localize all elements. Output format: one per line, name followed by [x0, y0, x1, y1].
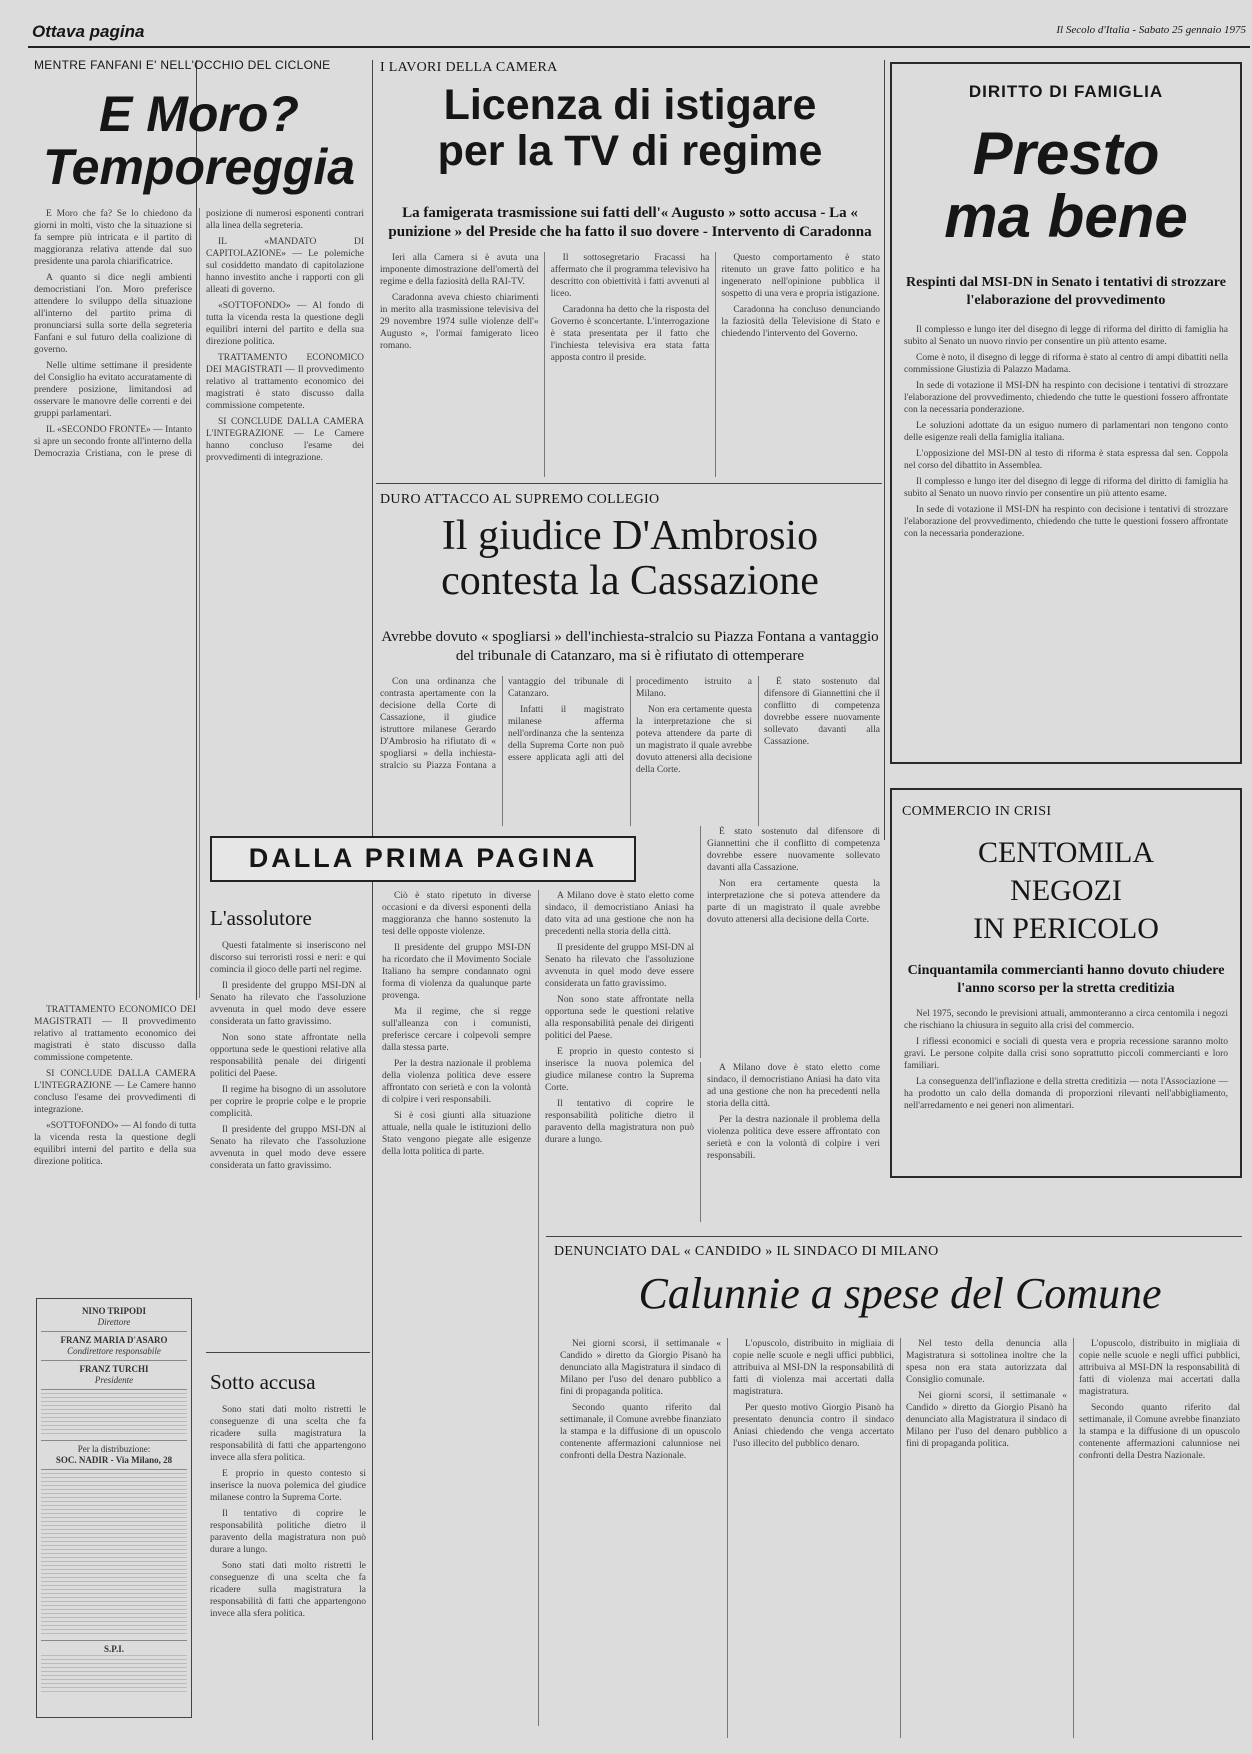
paragraph: L'opuscolo, distribuito in migliaia di copie nelle scuole e negli uffici pubblici, attribuiva al MSI-DN la responsabilità di fatti di violenza mai accertati dalla magistratura.: [733, 1339, 894, 1397]
paragraph: È stato sostenuto dal difensore di Giannettini che il conflitto di competenza dovrebbe essere nuovamente sollevato davanti alla Cassazione.: [707, 827, 880, 873]
article-headline: [892, 122, 1240, 248]
paragraph: I riflessi economici e sociali di questa vera e propria recessione saranno molto gravi. Le persone colpite dalla crisi sono soprattutto piccoli commercianti e loro familiari.: [904, 1037, 1228, 1071]
article-body: [380, 676, 880, 826]
paragraph: Il complesso e lungo iter del disegno di legge di riforma del diritto di famiglia ha subìto al Senato un nuovo rinvio per consentire un più attento esame.: [904, 477, 1228, 499]
paragraph: Il presidente del gruppo MSI-DN al Senato ha rilevato che l'assoluzione avvenuta in quel modo deve essere considerata un fatto gravissimo.: [545, 943, 694, 989]
printer-name: S.P.I.: [104, 1644, 124, 1654]
paragraph: Nelle ultime settimane il presidente del Consiglio ha evitato accuratamente di prendere posizione, limitandosi ad osservare le manovre delle correnti e dei gruppi parlamentari.: [34, 361, 192, 419]
paragraph: Non sono state affrontate nella opportuna sede le questioni relative alla responsabilità penale dei dirigenti politici del Paese.: [210, 1033, 366, 1079]
paragraph: È stato sostenuto dal difensore di Giannettini che il conflitto di competenza dovrebbe essere nuovamente sollevato davanti alla Cassazione.: [764, 677, 880, 747]
paragraph: Secondo quanto riferito dal settimanale, il Comune avrebbe finanziato la stampa e la diffusione di un opuscolo contenente affermazioni calunniose nei confronti della Destra Nazionale.: [1079, 1403, 1240, 1461]
paragraph: Infatti il magistrato milanese afferma nell'ordinanza che la sentenza della Suprema Corte non può essere applicata agli atti del procedimento istruito a Milano.: [508, 677, 752, 763]
column-divider: [884, 60, 885, 840]
paragraph: Ma il regime, che si regge sull'alleanza con i comunisti, preferisce cercare i colpevoli sempre dalla stessa parte.: [382, 1007, 531, 1053]
headline-line: Licenza di istigare: [443, 81, 817, 129]
article-deck: Respinti dal MSI-DN in Senato i tentativi di strozzare l'elaborazione del provvedimento: [906, 275, 1226, 308]
small-print-block: [41, 1393, 187, 1437]
editor-name: FRANZ MARIA D'ASARO: [60, 1335, 168, 1345]
headline-line: IN PERICOLO: [973, 912, 1159, 945]
paragraph: Con una ordinanza che contrasta apertamente con la decisione della Corte di Cassazione, il giudice istruttore milanese Gerardo D'Ambrosio ha rifiutato di « spogliarsi » della inchiesta-stralcio su Piazza Fontana a vantaggio del tribunale di Catanzaro.: [380, 677, 624, 771]
headline-line: Il giudice D'Ambrosio: [441, 513, 819, 559]
paragraph: Non sono state affrontate nella opportuna sede le questioni relative alla responsabilità penale dei dirigenti politici del Paese.: [545, 995, 694, 1041]
paragraph: Si è così giunti alla situazione attuale, nella quale le istituzioni dello Stato vengono piegate alle esigenze della lotta politica di parte.: [382, 1111, 531, 1157]
page-folio: Ottava pagina: [32, 22, 145, 41]
paragraph: E Moro che fa? Se lo chiedono da giorni in molti, visto che la situazione si fa sempre più intricata e il partito di maggioranza relativa attende dal suo presidente una parola chiarificatrice.: [34, 209, 192, 267]
paragraph: Come è noto, il disegno di legge di riforma è stato al centro di ampi dibattiti nella commissione Giustizia di Palazzo Madama.: [904, 353, 1228, 375]
paragraph: SI CONCLUDE DALLA CAMERA L'INTEGRAZIONE — Le Camere hanno concluso l'esame dei provvedimenti di integrazione.: [34, 1069, 196, 1115]
paragraph: Nel 1975, secondo le previsioni attuali, ammonteranno a circa centomila i negozi che rischiano la chiusura in seguito alla crisi del commercio.: [904, 1009, 1228, 1031]
masthead-president: [41, 1361, 187, 1390]
article-deck: La famigerata trasmissione sui fatti dell'« Augusto » sotto accusa - La « punizione » del Preside che ha fatto il suo dovere - Intervento di Caradonna: [388, 205, 872, 241]
article-headline: [380, 82, 880, 175]
article-headline: L'assolutore: [210, 906, 312, 930]
paragraph: IL «SECONDO FRONTE» — Intanto si apre un secondo fronte all'interno della Democrazia Cristiana, con le prese di posizione di numerosi esponenti contrari alla linea della segreteria.: [34, 209, 364, 459]
headline-line: E Moro?: [99, 86, 299, 142]
editor-role: Condirettore responsabile: [67, 1346, 161, 1356]
paragraph: Nel testo della denuncia alla Magistratura si sottolinea inoltre che la spesa non era stata autorizzata dal Consiglio comunale.: [906, 1339, 1067, 1385]
article-headline: Sotto accusa: [210, 1370, 316, 1394]
paragraph: Per la destra nazionale il problema della violenza politica deve essere affrontato con serietà e con la volontà di colpire i veri responsabili.: [707, 1115, 880, 1161]
paragraph: Il tentativo di coprire le responsabilità politiche dietro il paravento della magistratura non può durare a lungo.: [210, 1509, 366, 1555]
paragraph: TRATTAMENTO ECONOMICO DEI MAGISTRATI — Il provvedimento relativo al trattamento economico dei magistrati è stato discusso dalla commissione competente.: [206, 353, 364, 411]
article-headline: [380, 514, 880, 605]
article-deck: Cinquantamila commercianti hanno dovuto chiudere l'anno scorso per la stretta creditizia: [907, 963, 1225, 996]
paragraph: SI CONCLUDE DALLA CAMERA L'INTEGRAZIONE — Le Camere hanno concluso l'esame dei provvedimenti di integrazione.: [206, 417, 364, 463]
article-kicker: MENTRE FANFANI E' NELL'OCCHIO DEL CICLONE: [34, 58, 331, 72]
paragraph: Il presidente del gruppo MSI-DN al Senato ha rilevato che l'assoluzione avvenuta in quel modo deve essere considerata un fatto gravissimo.: [210, 1125, 366, 1171]
paragraph: Nei giorni scorsi, il settimanale « Candido » diretto da Giorgio Pisanò ha denunciato alla Magistratura il sindaco di Milano per l'uso del denaro pubblico a fini di propaganda politica.: [560, 1339, 721, 1397]
article-body-continued: [34, 1004, 196, 1274]
paragraph: E proprio in questo contesto si inserisce la nuova polemica del giudice milanese contro la Suprema Corte.: [210, 1469, 366, 1503]
article-body: [210, 940, 366, 1340]
paragraph: Non era certamente questa la interpretazione che si poteva attendere da parte di un magistrato il quale avrebbe dovuto attenersi alla decisione della Corte.: [707, 879, 880, 925]
president-name: FRANZ TURCHI: [79, 1364, 149, 1374]
paragraph: Caradonna ha detto che la risposta del Governo è sconcertante. L'interrogazione è stata presentata per il fatto che l'inchiesta televisiva era stata fatta apposta contro il preside.: [550, 305, 710, 363]
masthead-rates: [41, 1470, 187, 1641]
paragraph: Non era certamente questa la interpretazione che si poteva attendere da parte di un magistrato il quale avrebbe dovuto attenersi alla decisione della Corte.: [636, 705, 752, 775]
masthead-small-print: [41, 1390, 187, 1441]
article-kicker: DIRITTO DI FAMIGLIA: [968, 82, 1164, 101]
distribution-name: SOC. NADIR - Via Milano, 28: [55, 1455, 173, 1465]
masthead-editor: [41, 1332, 187, 1361]
paragraph: E proprio in questo contesto si inserisce la nuova polemica del giudice milanese contro la Suprema Corte.: [545, 1047, 694, 1093]
article-body: [380, 252, 880, 477]
article-kicker: I LAVORI DELLA CAMERA: [380, 60, 558, 75]
paragraph: Il tentativo di coprire le responsabilità politiche dietro il paravento della magistratura non può durare a lungo.: [545, 1099, 694, 1145]
section-banner: DALLA PRIMA PAGINA: [210, 836, 636, 882]
paragraph: TRATTAMENTO ECONOMICO DEI MAGISTRATI — Il provvedimento relativo al trattamento economico dei magistrati è stato discusso dalla commissione competente.: [34, 1005, 196, 1063]
article-body: [560, 1338, 1240, 1738]
president-role: Presidente: [94, 1375, 134, 1385]
paragraph: Per la destra nazionale il problema della violenza politica deve essere affrontato con serietà e con la volontà di colpire i veri responsabili.: [382, 1059, 531, 1105]
article-kicker: COMMERCIO IN CRISI: [902, 804, 1052, 819]
paragraph: La conseguenza dell'inflazione e della stretta creditizia — nota l'Associazione — ha prodotto un calo della domanda di proporzioni rilevanti nell'abbigliamento, nell'arredamento e nei generi non alimentari.: [904, 1077, 1228, 1111]
paragraph: «SOTTOFONDO» — Al fondo di tutta la vicenda resta la questione degli equilibri interni del partito e della sua direzione politica.: [34, 1121, 196, 1167]
paragraph: Il complesso e lungo iter del disegno di legge di riforma del diritto di famiglia ha subìto al Senato un nuovo rinvio per consentire un più attento esame.: [904, 325, 1228, 347]
paragraph: Questi fatalmente si inseriscono nel discorso sui terroristi rossi e neri: e qui comincia il gioco delle parti nel regime.: [210, 941, 366, 975]
paragraph: Secondo quanto riferito dal settimanale, il Comune avrebbe finanziato la stampa e la diffusione di un opuscolo contenente affermazioni calunniose nei confronti della Destra Nazionale.: [560, 1403, 721, 1461]
paragraph: Il regime ha bisogno di un assolutore per coprire le proprie colpe e le proprie complicità.: [210, 1085, 366, 1119]
paragraph: IL «MANDATO DI CAPITOLAZIONE» — Le polemiche sul cosiddetto mandato di capitolazione hanno investito anche i rapporti con gli alleati di governo.: [206, 237, 364, 295]
paragraph: Ciò è stato ripetuto in diverse occasioni e da diversi esponenti della maggioranza che hanno sostenuto la tesi delle opposte violenze.: [382, 891, 531, 937]
paragraph: L'opposizione del MSI-DN al testo di riforma è stata espressa dal sen. Coppola nel corso del dibattito in Assemblea.: [904, 449, 1228, 471]
paragraph: Sono stati dati molto ristretti le conseguenze di una scelta che fa ricadere sulla magistratura la responsabilità di fatti che appartengono invece alla sfera politica.: [210, 1561, 366, 1619]
section-divider: [376, 483, 882, 484]
paragraph: Caradonna ha concluso denunciando la faziosità della Televisione di Stato e chiedendo l'intervento del Governo.: [721, 305, 880, 339]
masthead-distribution: [41, 1441, 187, 1470]
paragraph: L'opuscolo, distribuito in migliaia di copie nelle scuole e negli uffici pubblici, attribuiva al MSI-DN la responsabilità di fatti di violenza mai accertati dalla magistratura.: [1079, 1339, 1240, 1397]
article-commercio: [890, 788, 1242, 1178]
paragraph: Caradonna aveva chiesto chiarimenti in merito alla trasmissione televisiva del 29 novembre 1974 sulle violenze dell'« Augusto », l'ormai famigerato liceo romano.: [380, 293, 539, 351]
headline-line: ma bene: [944, 183, 1188, 250]
masthead-director: [41, 1303, 187, 1332]
printer-small-print: [41, 1655, 187, 1693]
article-body: [904, 324, 1228, 752]
paragraph: Per questo motivo Giorgio Pisanò ha presentato denuncia contro il sindaco Aniasi chiedendo che venga accertato l'uso illecito del pubblico denaro.: [733, 1403, 894, 1449]
paragraph: Il sottosegretario Fracassi ha affermato che il programma televisivo ha descritto con obiettività i fatti avvenuti al liceo.: [550, 253, 710, 299]
article-headline: [892, 834, 1240, 948]
headline-line: per la TV di regime: [437, 127, 823, 176]
article-kicker: DENUNCIATO DAL « CANDIDO » IL SINDACO DI MILANO: [554, 1244, 939, 1259]
paragraph: «SOTTOFONDO» — Al fondo di tutta la vicenda resta la questione degli equilibri interni del partito e della sua direzione politica.: [206, 301, 364, 347]
article-body: [210, 1404, 366, 1734]
headline-line: Temporeggia: [42, 138, 356, 195]
article-kicker: DURO ATTACCO AL SUPREMO COLLEGIO: [380, 492, 660, 507]
page-date-line: Il Secolo d'Italia - Sabato 25 gennaio 1975: [1056, 24, 1246, 36]
section-divider: [206, 1352, 370, 1353]
headline-line: NEGOZI: [1010, 874, 1122, 907]
headline-line: CENTOMILA: [977, 836, 1155, 869]
rates-block: [41, 1473, 187, 1637]
director-role: Direttore: [97, 1317, 131, 1327]
paragraph: Questo comportamento è stato ritenuto un grave fatto politico e ha ingenerato nell'opinione pubblica il sospetto di una vera e propria istigazione.: [721, 253, 880, 299]
headline-line: Presto: [972, 120, 1160, 187]
paragraph: A quanto si dice negli ambienti democristiani l'on. Moro preferisce attendere lo sviluppo della situazione all'interno del partito prima di pronunciarsi sulla sorte della segreteria Fanfani e sul futuro della coalizione di governo.: [34, 273, 192, 355]
article-body: [904, 1008, 1228, 1166]
section-divider: [546, 1236, 1242, 1237]
paragraph: Ieri alla Camera si è avuta una imponente dimostrazione dell'omertà del regime e della faziosità della RAI-TV.: [380, 253, 539, 287]
article-headline: [34, 88, 364, 193]
paragraph: In sede di votazione il MSI-DN ha respinto con decisione i tentativi di strozzare l'elaborazione del provvedimento, chiedendo che tutte le questioni fossero affrontate con la necessaria ponderazione.: [904, 381, 1228, 415]
continued-articles-right: [700, 1062, 880, 1222]
column-divider: [372, 60, 373, 1740]
paragraph: Sono stati dati molto ristretti le conseguenze di una scelta che fa ricadere sulla magistratura la responsabilità di fatti che appartengono invece alla sfera politica.: [210, 1405, 366, 1463]
article-deck: Avrebbe dovuto « spogliarsi » dell'inchiesta-stralcio su Piazza Fontana a vantaggio del tribunale di Catanzaro, ma si è rifiutato di ottemperare: [381, 629, 879, 665]
paragraph: Il presidente del gruppo MSI-DN ha ricordato che il Movimento Sociale Italiano ha sempre condannato ogni forma di violenza da qualunque parte provenga.: [382, 943, 531, 1001]
paragraph: Nei giorni scorsi, il settimanale « Candido » diretto da Giorgio Pisanò ha denunciato alla Magistratura il sindaco di Milano per l'uso del denaro pubblico a fini di propaganda politica.: [906, 1391, 1067, 1449]
headline-line: contesta la Cassazione: [441, 558, 819, 605]
masthead-printer: [41, 1641, 187, 1696]
paragraph: A Milano dove è stato eletto come sindaco, il democristiano Aniasi ha dato vita ad una gestione che non ha precedenti nella storia della città.: [707, 1063, 880, 1109]
distribution-label: Per la distribuzione:: [77, 1444, 151, 1454]
paragraph: Le soluzioni adottate da un esiguo numero di parlamentari non tengono conto delle esigenze reali della famiglia italiana.: [904, 421, 1228, 443]
paragraph: A Milano dove è stato eletto come sindaco, il democristiano Aniasi ha dato vita ad una gestione che non ha precedenti nella storia della città.: [545, 891, 694, 937]
article-headline: Calunnie a spese del Comune: [638, 1269, 1162, 1318]
paragraph: In sede di votazione il MSI-DN ha respinto con decisione i tentativi di strozzare l'elaborazione del provvedimento, chiedendo che tutte le questioni fossero affrontate con la necessaria ponderazione.: [904, 505, 1228, 539]
masthead-box: [36, 1298, 192, 1718]
top-rule: [28, 46, 1250, 48]
director-name: NINO TRIPODI: [81, 1306, 147, 1316]
article-famiglia: [890, 62, 1242, 764]
paragraph: Il presidente del gruppo MSI-DN al Senato ha rilevato che l'assoluzione avvenuta in quel modo deve essere considerata un fatto gravissimo.: [210, 981, 366, 1027]
article-body-continued: [700, 826, 880, 1058]
